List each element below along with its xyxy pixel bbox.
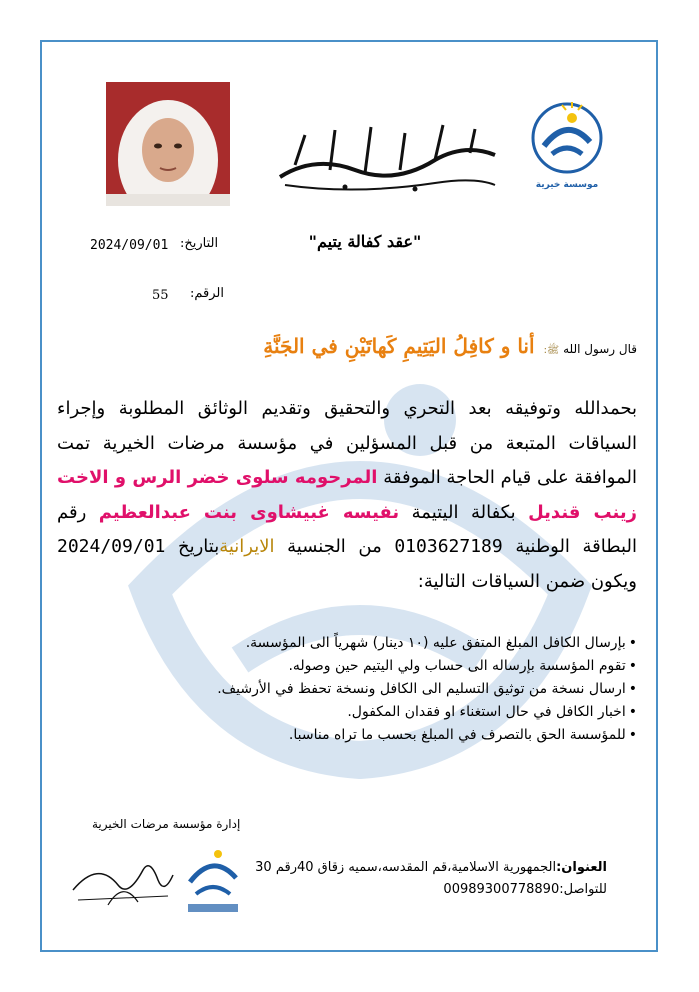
contract-body xyxy=(57,392,637,599)
body-intro: بحمدالله وتوفيقه بعد التحري والتحقيق وتقديم الوثائق المطلوبة وإجراء السياقات المتبعة من قبل المسؤلين في مؤسسة مرضات الخيرية تمت الموافقة على قيام الحاجة الموفقة xyxy=(57,398,637,488)
address-value: الجمهورية الاسلامية،قم المقدسه،سميه زقاق 40رقم 30 xyxy=(255,860,557,875)
address xyxy=(255,860,607,875)
orphan-photo xyxy=(106,82,230,206)
basmala-calligraphy xyxy=(275,115,500,195)
contact-label: للتواصل: xyxy=(559,882,607,897)
signature xyxy=(68,850,178,910)
nationality-label: من الجنسية xyxy=(287,536,382,557)
list-item: • للمؤسسة الحق بالتصرف في المبلغ بحسب ما تراه مناسبا. xyxy=(77,724,637,747)
sponsor-name: المرحومه سلوى خضر الرس و الاخت زينب قنديل xyxy=(57,467,638,523)
id-value: 0103627189 xyxy=(394,536,503,557)
footer-logo-icon xyxy=(178,838,248,918)
contact xyxy=(443,882,607,897)
hadith-quote: أنا و كافِلُ اليَتِيمِ كَهاتَيْنِ في الجَنَّةِ xyxy=(263,334,535,358)
date-prefix: بتاريخ xyxy=(177,536,220,557)
document-title: "عقد كفالة يتيم" xyxy=(308,232,422,251)
list-item: • ارسال نسخة من توثيق التسليم الى الكافل ونسخة تحفظ في الأرشيف. xyxy=(77,678,637,701)
id-label: رقم البطاقة الوطنية xyxy=(57,501,637,557)
orphan-name: نفيسه غبيشاوى بنت عبدالعظيم xyxy=(98,501,400,523)
body-mid: بكفالة اليتيمة xyxy=(411,501,516,523)
nationality-value: الايرانية xyxy=(219,536,275,557)
number-label: الرقم: xyxy=(190,286,224,301)
charity-logo xyxy=(522,96,612,196)
address-label: العنوان: xyxy=(556,860,607,875)
date-label: التاريخ: xyxy=(180,236,219,251)
hadith xyxy=(77,334,637,358)
number-value: 55 xyxy=(152,288,169,303)
list-item: • اخبار الكافل في حال استغناء او فقدان المكفول. xyxy=(77,701,637,724)
body-date: 2024/09/01 xyxy=(57,536,166,557)
list-item: • بإرسال الكافل المبلغ المتفق عليه (١٠ دينار) شهرياً الى المؤسسة. xyxy=(77,632,637,655)
terms-intro: ويكون ضمن السياقات التالية: xyxy=(417,570,637,592)
contact-value: 00989300778890 xyxy=(443,882,560,897)
admin-label: إدارة مؤسسة مرضات الخيرية xyxy=(92,817,241,831)
charity-logo-icon xyxy=(522,96,612,176)
list-item: • تقوم المؤسسة بإرساله الى حساب ولي اليتيم حين وصوله. xyxy=(77,655,637,678)
terms-list xyxy=(77,632,637,747)
logo-caption: موسسة خيرية xyxy=(535,180,599,190)
date-value: 2024/09/01 xyxy=(90,238,169,253)
hadith-prefix: قال رسول الله xyxy=(563,342,637,356)
saw-symbol: ﷺ: xyxy=(543,345,560,356)
